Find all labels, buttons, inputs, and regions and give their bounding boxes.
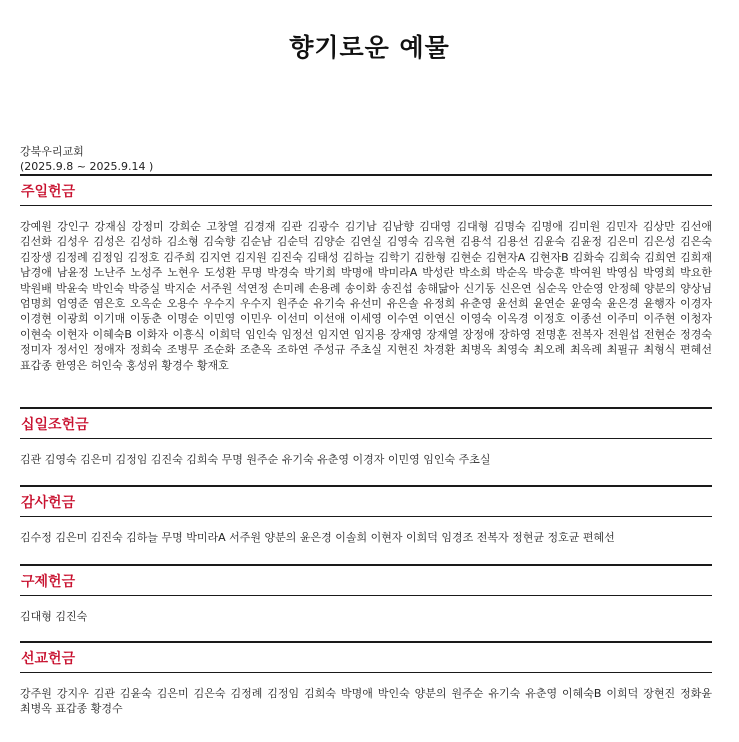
section-heading: 감사헌금	[20, 485, 712, 517]
offering-period: (2025.9.8 ~ 2025.9.14 )	[20, 160, 154, 173]
section-sunday-offering	[20, 174, 712, 373]
donor-names: 강예원 강인구 강재심 강정미 강희순 고창열 김경재 김관 김광수 김기남 김남향 김대영 김대형 김명숙 김명애 김미원 김민자 김상만 김선애 김선화 김성우 김성은 김성하 김소형 김숙향 김순남 김순덕 김양순 김연실 김영숙 김옥현 김용석 김용선 김윤숙 김윤정 김은미 김은성 김은숙 김장생 김정례 김정임 김정호 김주희 김지연 김지원 김진숙 김태성 김하늘 김학기 김한형 김현순 김현자A 김현자B 김화숙 김희숙 김희연 김희재 남경애 남윤정 노난주 노성주 노현우 도성환 무명 박경숙 박기희 박명애 박미라A 박성란 박소희 박순옥 박승훈 박여원 박영심 박영희 박요한 박원배 박윤숙 박인숙 박증실 박지순 서주원 석연정 손미례 손용례 송이화 송진섭 송해닮아 신기동 신은연 심순옥 안순영 안정혜 양분의 양상님 엄명희 엄영준 염은호 오옥순 오용수 우수지 우수지 원주순 유기숙 유선미 유은솔 유정희 유춘영 윤선희 윤연순 윤영숙 윤은경 윤행자 이경자 이경현 이광희 이기매 이동춘 이명순 이민영 이민우 이선미 이선애 이세영 이수연 이연신 이영숙 이옥경 이정호 이종선 이주미 이주현 이청자 이현숙 이현자 이혜숙B 이화자 이흥식 이희덕 임인숙 임정선 임지연 임지용 장재영 장재열 장정애 장하영 전명훈 전복자 전원섭 전현순 정경숙 정미자 정서인 정애자 정희숙 조병무 조순화 조춘옥 조하연 주성규 주초실 지현진 차경환 최병옥 최영숙 최오례 최옥례 최필규 최형식 편혜선 표갑종 한영은 허인숙 홍성위 황경수 황재호	[20, 220, 712, 372]
page-title: 향기로운 예물	[289, 33, 450, 62]
church-info	[20, 144, 153, 174]
section-relief-offering	[20, 564, 712, 624]
donor-names: 강주원 강지우 김관 김윤숙 김은미 김은숙 김정례 김정임 김희숙 박명애 박인숙 양분의 원주순 유기숙 유춘영 이혜숙B 이희덕 장현진 정화윤 최병옥 표갑종 황경수	[20, 687, 712, 716]
donor-names: 김대형 김진숙	[20, 610, 88, 623]
section-heading: 구제헌금	[20, 564, 712, 596]
donor-names: 김수정 김은미 김진숙 김하늘 무명 박미라A 서주원 양분의 윤은경 이솔희 이현자 이희덕 임경조 전복자 정현균 정호균 편혜선	[20, 531, 615, 544]
section-thanksgiving-offering	[20, 485, 712, 545]
section-heading: 주일헌금	[20, 174, 712, 206]
section-mission-offering	[20, 641, 712, 717]
church-name: 강북우리교회	[20, 145, 84, 158]
donor-names: 김관 김영숙 김은미 김정임 김진숙 김희숙 무명 원주순 유기숙 유춘영 이경자 이민영 임인숙 주초실	[20, 453, 491, 466]
section-heading: 선교헌금	[20, 641, 712, 673]
section-tithe-offering	[20, 407, 712, 467]
section-heading: 십일조헌금	[20, 407, 712, 439]
